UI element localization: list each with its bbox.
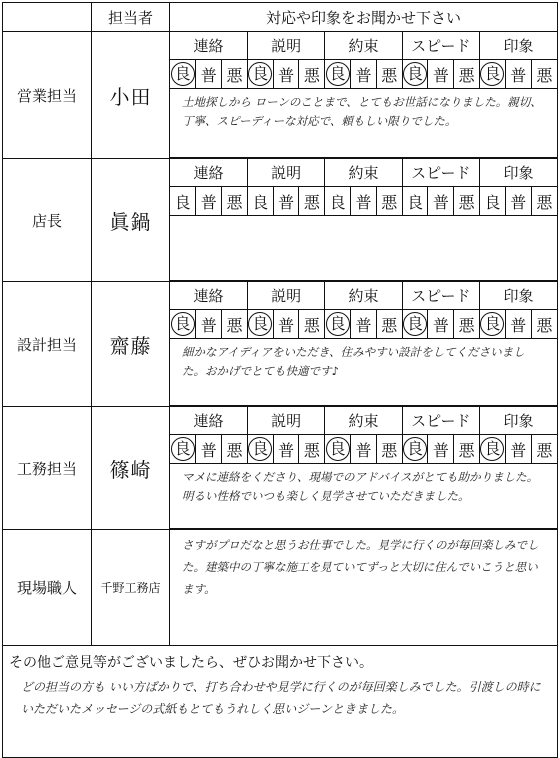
grade-option[interactable]: 悪 <box>454 310 480 339</box>
category-header: 説明 <box>247 32 324 60</box>
rating-area <box>170 282 558 407</box>
category-header: 連絡 <box>170 407 247 435</box>
comment-text <box>170 216 557 281</box>
category-header: スピード <box>402 32 479 60</box>
grade-option[interactable]: 悪 <box>531 60 557 89</box>
comment-text: 細かなアイディアをいただき、住みやすい設計をしてくださいました。おかげでとても快適です♪ <box>170 339 557 406</box>
category-header: 連絡 <box>170 282 247 310</box>
grade-option[interactable]: 悪 <box>454 60 480 89</box>
other-comment-text: どの担当の方も いい方ばかりで、打ち合わせや見学に行くのが毎回楽しみでした。引渡しの時にいただいたメッセージの式紙もとてもうれしく思いジーンときました。 <box>21 680 541 716</box>
comment-row <box>170 339 557 406</box>
staff-row <box>3 159 558 282</box>
grade-option[interactable]: 悪 <box>531 435 557 464</box>
grade-option[interactable]: 普 <box>351 187 377 216</box>
grade-option[interactable]: 悪 <box>222 310 248 339</box>
grade-option[interactable]: 悪 <box>454 435 480 464</box>
grade-option[interactable]: 良 <box>170 60 196 89</box>
grade-option[interactable]: 良 <box>480 310 506 339</box>
grade-option[interactable]: 普 <box>428 435 454 464</box>
grade-option[interactable]: 良 <box>402 187 428 216</box>
other-comments <box>3 646 558 758</box>
grade-option[interactable]: 良 <box>480 187 506 216</box>
category-row <box>170 32 557 60</box>
grade-option[interactable]: 良 <box>170 310 196 339</box>
grade-option[interactable]: 普 <box>428 310 454 339</box>
grade-option[interactable]: 普 <box>273 310 299 339</box>
staff-name: 眞鍋 <box>92 159 170 282</box>
staff-row <box>3 407 558 530</box>
role-label: 設計担当 <box>3 282 92 407</box>
category-header: 印象 <box>480 159 557 187</box>
grade-option[interactable]: 良 <box>325 435 351 464</box>
grade-option[interactable]: 良 <box>247 310 273 339</box>
grade-option[interactable]: 悪 <box>531 187 557 216</box>
grade-option[interactable]: 良 <box>402 60 428 89</box>
grade-option[interactable]: 普 <box>505 60 531 89</box>
staff-name: 小田 <box>92 32 170 159</box>
grade-option[interactable]: 普 <box>196 435 222 464</box>
staff-name: 千野工務店 <box>92 530 170 646</box>
staff-name: 齋藤 <box>92 282 170 407</box>
main-col-header: 対応や印象をお聞かせ下さい <box>170 3 558 32</box>
category-row <box>170 407 557 435</box>
grade-option[interactable]: 普 <box>196 310 222 339</box>
grade-option[interactable]: 普 <box>428 187 454 216</box>
category-header: 約束 <box>325 407 402 435</box>
grade-row <box>170 187 557 216</box>
category-header: 説明 <box>247 407 324 435</box>
craftsman-row <box>3 530 558 646</box>
rating-grid <box>170 282 557 406</box>
grade-option[interactable]: 良 <box>325 60 351 89</box>
grade-option[interactable]: 悪 <box>222 187 248 216</box>
grade-option[interactable]: 悪 <box>299 60 325 89</box>
role-label: 店長 <box>3 159 92 282</box>
staff-row <box>3 32 558 159</box>
grade-option[interactable]: 悪 <box>454 187 480 216</box>
category-header: 説明 <box>247 282 324 310</box>
other-label: その他ご意見等がございましたら、ぜひお聞かせ下さい。 <box>9 655 373 671</box>
category-header: スピード <box>402 159 479 187</box>
grade-option[interactable]: 悪 <box>299 187 325 216</box>
staff-name: 篠崎 <box>92 407 170 530</box>
grade-option[interactable]: 良 <box>325 310 351 339</box>
category-header: スピード <box>402 282 479 310</box>
category-header: 連絡 <box>170 159 247 187</box>
comment-row <box>170 89 557 158</box>
other-row <box>3 646 558 758</box>
staff-row <box>3 282 558 407</box>
category-header: 約束 <box>325 32 402 60</box>
grade-option[interactable]: 悪 <box>376 435 402 464</box>
rating-grid <box>170 407 557 529</box>
grade-option[interactable]: 良 <box>247 60 273 89</box>
category-header: スピード <box>402 407 479 435</box>
comment-text: マメに連絡をくださり、現場でのアドバイスがとても助かりました。明るい性格でいつも楽しく見学させていただきました。 <box>170 464 557 529</box>
grade-option[interactable]: 普 <box>273 187 299 216</box>
grade-option[interactable]: 普 <box>351 435 377 464</box>
rating-grid <box>170 32 557 158</box>
grade-option[interactable]: 普 <box>351 310 377 339</box>
grade-option[interactable]: 良 <box>402 435 428 464</box>
grade-option[interactable]: 悪 <box>531 310 557 339</box>
survey-table <box>2 2 558 758</box>
category-row <box>170 159 557 187</box>
comment-row <box>170 464 557 529</box>
grade-option[interactable]: 悪 <box>299 310 325 339</box>
category-header: 印象 <box>480 282 557 310</box>
role-label: 現場職人 <box>3 530 92 646</box>
grade-option[interactable]: 良 <box>480 60 506 89</box>
grade-option[interactable]: 良 <box>402 310 428 339</box>
staff-col-header: 担当者 <box>92 3 170 32</box>
rating-area <box>170 32 558 159</box>
grade-option[interactable]: 普 <box>273 60 299 89</box>
grade-option[interactable]: 良 <box>247 435 273 464</box>
grade-option[interactable]: 普 <box>505 187 531 216</box>
comment-text: 土地探しから ローンのことまで、とてもお世話になりました。親切、丁寧、スピーディーな対応で、頼もしい限りでした。 <box>170 89 557 158</box>
grade-option[interactable]: 良 <box>480 435 506 464</box>
grade-option[interactable]: 普 <box>196 187 222 216</box>
category-header: 連絡 <box>170 32 247 60</box>
grade-option[interactable]: 悪 <box>222 60 248 89</box>
comment-text: さすがプロだなと思うお仕事でした。見学に行くのが毎回楽しみでした。建築中の丁寧な施工を見ていてずっと大切に住んでいこうと思います。 <box>170 530 558 646</box>
header-row <box>3 3 558 32</box>
grade-option[interactable]: 普 <box>196 60 222 89</box>
role-label: 営業担当 <box>3 32 92 159</box>
grade-row <box>170 60 557 89</box>
grade-option[interactable]: 普 <box>273 435 299 464</box>
grade-option[interactable]: 悪 <box>376 60 402 89</box>
grade-option[interactable]: 良 <box>325 187 351 216</box>
grade-option[interactable]: 良 <box>247 187 273 216</box>
category-header: 印象 <box>480 32 557 60</box>
category-header: 約束 <box>325 282 402 310</box>
role-label: 工務担当 <box>3 407 92 530</box>
rating-grid <box>170 159 557 281</box>
grade-option[interactable]: 普 <box>505 435 531 464</box>
category-header: 約束 <box>325 159 402 187</box>
grade-option[interactable]: 悪 <box>299 435 325 464</box>
grade-option[interactable]: 普 <box>428 60 454 89</box>
blank-header <box>3 3 92 32</box>
category-header: 印象 <box>480 407 557 435</box>
grade-option[interactable]: 普 <box>351 60 377 89</box>
grade-option[interactable]: 悪 <box>376 310 402 339</box>
category-row <box>170 282 557 310</box>
grade-option[interactable]: 普 <box>505 310 531 339</box>
grade-option[interactable]: 悪 <box>376 187 402 216</box>
grade-row <box>170 310 557 339</box>
grade-option[interactable]: 良 <box>170 435 196 464</box>
rating-area <box>170 407 558 530</box>
category-header: 説明 <box>247 159 324 187</box>
grade-option[interactable]: 良 <box>170 187 196 216</box>
grade-row <box>170 435 557 464</box>
grade-option[interactable]: 悪 <box>222 435 248 464</box>
rating-area <box>170 159 558 282</box>
comment-row <box>170 216 557 281</box>
